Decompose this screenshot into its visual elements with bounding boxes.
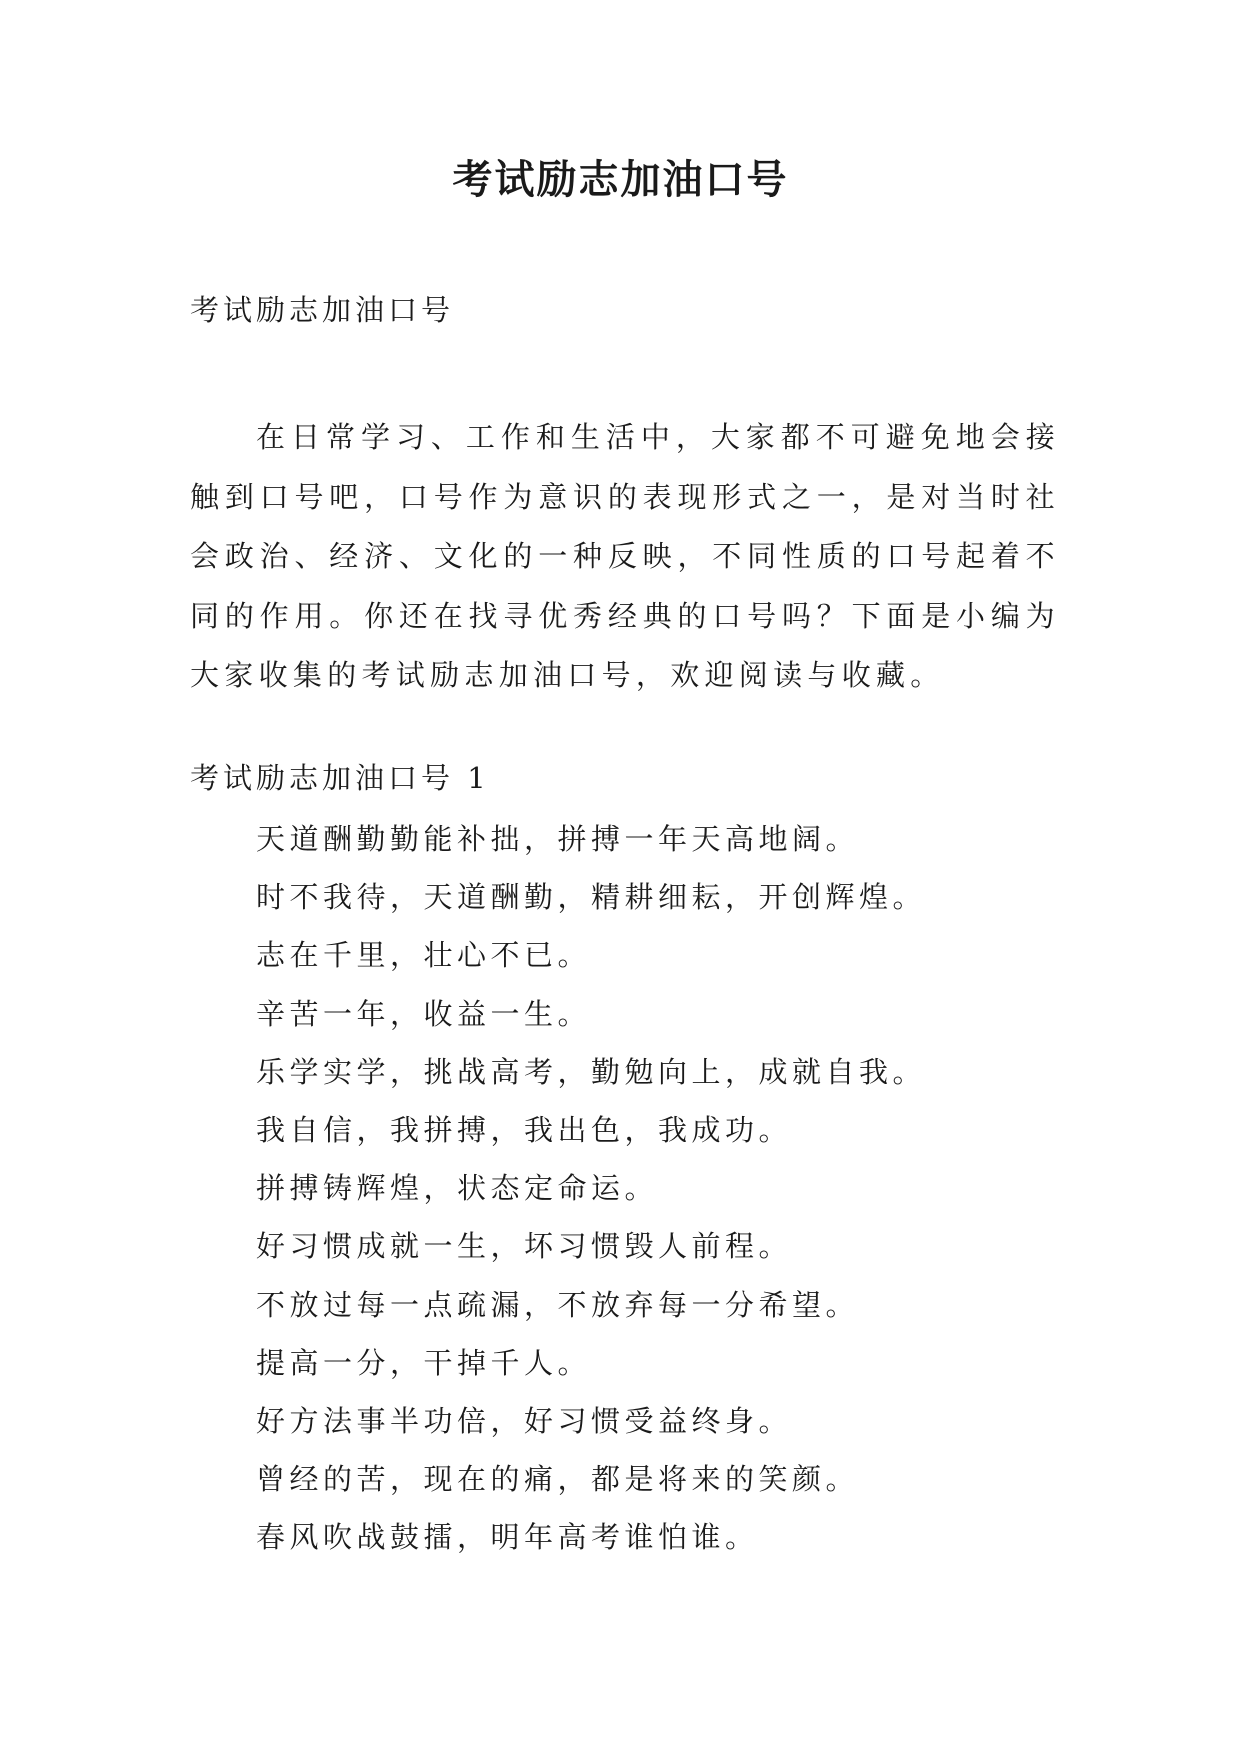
slogan-item: 我自信，我拼搏，我出色，我成功。: [256, 1112, 793, 1147]
slogan-item: 春风吹战鼓擂，明年高考谁怕谁。: [256, 1520, 759, 1555]
slogan-item: 拼搏铸辉煌，状态定命运。: [256, 1171, 659, 1206]
slogan-item: 不放过每一点疏漏，不放弃每一分希望。: [256, 1287, 860, 1322]
slogan-item: 乐学实学，挑战高考，勤勉向上，成就自我。: [256, 1054, 927, 1089]
slogan-item: 时不我待，天道酬勤，精耕细耘，开创辉煌。: [256, 880, 927, 915]
document-subtitle: 考试励志加油口号: [190, 293, 455, 327]
slogan-item: 提高一分，干掉千人。: [256, 1345, 592, 1380]
slogan-item: 好方法事半功倍，好习惯受益终身。: [256, 1403, 793, 1438]
slogan-item: 好习惯成就一生，坏习惯毁人前程。: [256, 1229, 793, 1264]
slogan-list: [256, 810, 926, 1566]
slogan-item: 辛苦一年，收益一生。: [256, 996, 592, 1031]
intro-paragraph: 在日常学习、工作和生活中，大家都不可避免地会接触到口号吧，口号作为意识的表现形式之一，是对当时社会政治、经济、文化的一种反映，不同性质的口号起着不同的作用。你还在找寻优秀经典的口号吗？下面是小编为大家收集的考试励志加油口号，欢迎阅读与收藏。: [190, 420, 1060, 692]
slogan-item: 曾经的苦，现在的痛，都是将来的笑颜。: [256, 1462, 860, 1497]
slogan-item: 志在千里，壮心不已。: [256, 938, 592, 973]
section-heading: 考试励志加油口号 1: [190, 761, 490, 795]
document-title: 考试励志加油口号: [452, 156, 789, 203]
slogan-item: 天道酬勤勤能补拙，拼搏一年天高地阔。: [256, 822, 860, 856]
